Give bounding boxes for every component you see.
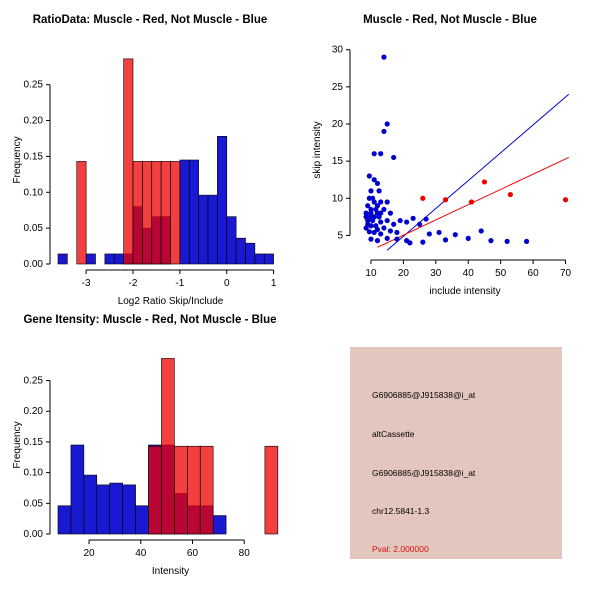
svg-text:50: 50 xyxy=(495,268,507,279)
svg-text:Intensity: Intensity xyxy=(151,566,190,577)
svg-text:80: 80 xyxy=(238,548,250,559)
svg-text:0.15: 0.15 xyxy=(23,151,43,163)
info-probe-id-2: G6906885@J915838@i_at xyxy=(372,468,476,478)
svg-text:Log2 Ratio Skip/Include: Log2 Ratio Skip/Include xyxy=(117,296,224,307)
scatter-title: Muscle - Red, Not Muscle - Blue xyxy=(363,14,537,26)
svg-text:0.15: 0.15 xyxy=(23,436,43,448)
hist-ratio-plot xyxy=(0,26,300,307)
svg-text:10: 10 xyxy=(365,268,377,279)
svg-text:30: 30 xyxy=(331,44,343,56)
svg-text:1: 1 xyxy=(270,278,277,289)
svg-text:0.20: 0.20 xyxy=(23,406,43,418)
svg-text:15: 15 xyxy=(331,156,343,168)
svg-text:25: 25 xyxy=(331,81,343,93)
svg-text:include intensity: include intensity xyxy=(429,286,501,297)
svg-text:70: 70 xyxy=(559,268,572,279)
svg-text:5: 5 xyxy=(337,230,343,242)
svg-text:30: 30 xyxy=(430,268,442,279)
panel-hist-intensity xyxy=(0,314,300,596)
info-event-type: altCassette xyxy=(372,429,415,439)
svg-text:0.10: 0.10 xyxy=(23,467,43,479)
svg-text:0.05: 0.05 xyxy=(23,498,43,510)
info-probe-id: G6906885@J915838@i_at xyxy=(372,390,476,400)
svg-text:-3: -3 xyxy=(81,278,91,289)
scatter-plot xyxy=(300,26,600,296)
svg-text:60: 60 xyxy=(186,548,199,559)
svg-text:0.00: 0.00 xyxy=(23,259,43,270)
svg-text:20: 20 xyxy=(331,119,343,130)
panel-hist-ratio xyxy=(0,14,300,307)
hist-intensity-plot xyxy=(0,326,300,596)
svg-text:20: 20 xyxy=(83,548,95,559)
svg-text:Frequency: Frequency xyxy=(12,421,23,469)
svg-text:40: 40 xyxy=(135,548,147,559)
svg-text:0.00: 0.00 xyxy=(23,529,43,540)
svg-text:0.10: 0.10 xyxy=(23,187,43,199)
svg-text:0.25: 0.25 xyxy=(23,79,43,91)
svg-text:0.25: 0.25 xyxy=(23,375,43,387)
svg-text:skip intensity: skip intensity xyxy=(312,121,323,179)
svg-text:-1: -1 xyxy=(175,278,185,289)
info-box xyxy=(350,347,562,559)
panel-scatter xyxy=(300,14,600,296)
hist-intensity-title: Gene Itensity: Muscle - Red, Not Muscle - Blue xyxy=(23,314,277,326)
svg-text:Frequency: Frequency xyxy=(12,136,23,184)
hist-ratio-title: RatioData: Muscle - Red, Not Muscle - Blue xyxy=(32,14,268,26)
svg-text:20: 20 xyxy=(397,268,409,279)
svg-text:0.05: 0.05 xyxy=(23,223,43,235)
svg-text:-2: -2 xyxy=(128,278,138,289)
svg-text:40: 40 xyxy=(462,268,474,279)
svg-text:0.20: 0.20 xyxy=(23,115,43,127)
info-locus: chr12.5841-1.3 xyxy=(372,506,430,516)
svg-text:60: 60 xyxy=(527,268,539,279)
svg-text:10: 10 xyxy=(331,193,343,205)
info-pval: Pval: 2.000000 xyxy=(372,544,429,554)
svg-text:0: 0 xyxy=(223,278,230,289)
